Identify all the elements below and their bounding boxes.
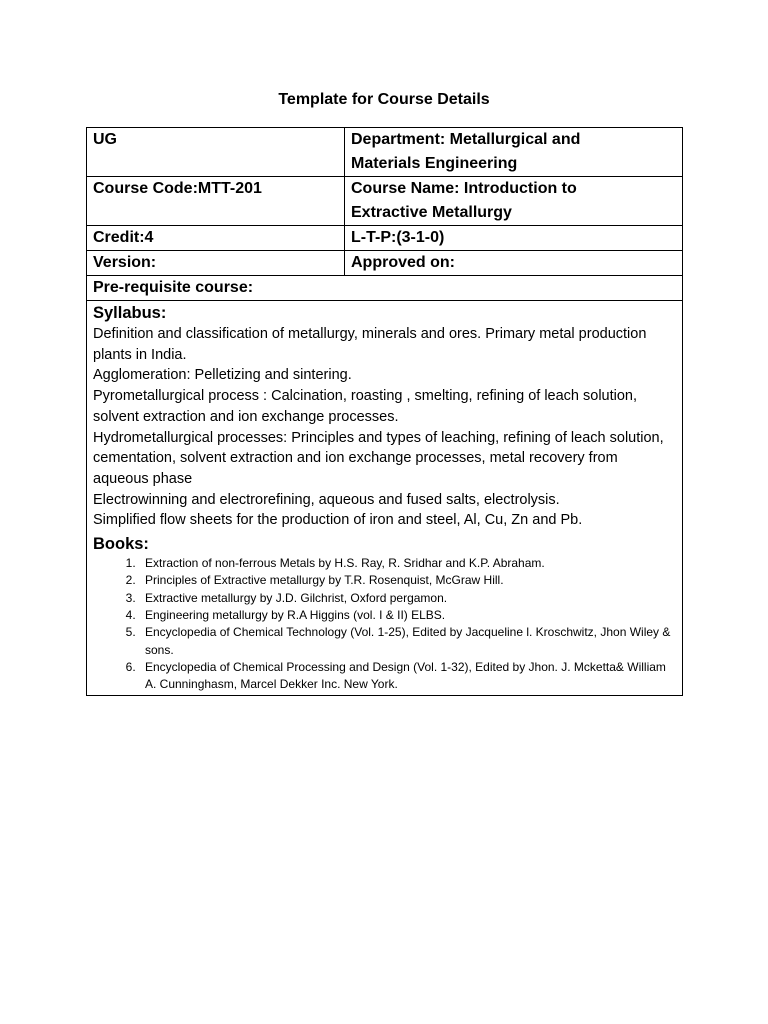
- ltp-text: L-T-P:(3-1-0): [351, 229, 445, 246]
- approved-on-cell: [345, 251, 683, 276]
- course-name-line-2: Extractive Metallurgy: [351, 204, 512, 221]
- syllabus-line: Hydrometallurgical processes: Principles and types of leaching, refining of leach solution, cementation, solvent extraction and ion exchange processes, metal recovery from aqueous phase: [93, 429, 664, 487]
- books-list: [93, 555, 676, 693]
- version-text: Version:: [93, 254, 157, 271]
- level-cell: [87, 128, 345, 177]
- department-line-1: Department: Metallurgical and: [351, 131, 581, 148]
- table-row: [87, 276, 683, 301]
- table-row: [87, 251, 683, 276]
- books-heading: Books:: [93, 535, 149, 554]
- book-item: 6. Encyclopedia of Chemical Processing and Design (Vol. 1-32), Edited by Jhon. J. Mcketta& William A. Cunninghasm, Marcel Dekker Inc. New York.: [139, 659, 676, 694]
- syllabus-line: Simplified flow sheets for the production of iron and steel, Al, Cu, Zn and Pb.: [93, 512, 583, 529]
- table-row: [87, 301, 683, 696]
- department-cell: [345, 128, 683, 177]
- department-line-2: Materials Engineering: [351, 155, 518, 172]
- book-item: 5. Encyclopedia of Chemical Technology (Vol. 1-25), Edited by Jacqueline l. Kroschwitz, Jhon Wiley & sons.: [139, 624, 676, 659]
- book-item: 3. Extractive metallurgy by J.D. Gilchrist, Oxford pergamon.: [139, 590, 676, 607]
- course-details-table: [86, 127, 683, 696]
- course-code-text: Course Code:MTT-201: [93, 180, 262, 197]
- course-name-cell: [345, 177, 683, 226]
- course-code-cell: [87, 177, 345, 226]
- book-item: 2. Principles of Extractive metallurgy by T.R. Rosenquist, McGraw Hill.: [139, 572, 676, 589]
- version-cell: [87, 251, 345, 276]
- syllabus-line: Agglomeration: Pelletizing and sintering.: [93, 367, 352, 384]
- table-row: [87, 128, 683, 177]
- level-text: UG: [93, 131, 117, 148]
- ltp-cell: [345, 226, 683, 251]
- syllabus-body: [93, 324, 676, 531]
- syllabus-line: Definition and classification of metallurgy, minerals and ores. Primary metal production plants in India.: [93, 326, 647, 363]
- syllabus-cell: [87, 301, 683, 696]
- course-name-line-1: Course Name: Introduction to: [351, 180, 577, 197]
- prerequisite-cell: [87, 276, 683, 301]
- credit-cell: [87, 226, 345, 251]
- syllabus-line: Electrowinning and electrorefining, aqueous and fused salts, electrolysis.: [93, 491, 560, 508]
- page-title: Template for Course Details: [278, 91, 490, 108]
- book-item: 1. Extraction of non-ferrous Metals by H.S. Ray, R. Sridhar and K.P. Abraham.: [139, 555, 676, 572]
- syllabus-heading: Syllabus:: [93, 304, 167, 322]
- book-item: 4. Engineering metallurgy by R.A Higgins (vol. I & II) ELBS.: [139, 607, 676, 624]
- prerequisite-text: Pre-requisite course:: [93, 279, 254, 296]
- syllabus-line: Pyrometallurgical process : Calcination, roasting , smelting, refining of leach solution, solvent extraction and ion exchange processes.: [93, 388, 638, 425]
- credit-text: Credit:4: [93, 229, 154, 246]
- approved-on-text: Approved on:: [351, 254, 455, 271]
- table-row: [87, 177, 683, 226]
- table-row: [87, 226, 683, 251]
